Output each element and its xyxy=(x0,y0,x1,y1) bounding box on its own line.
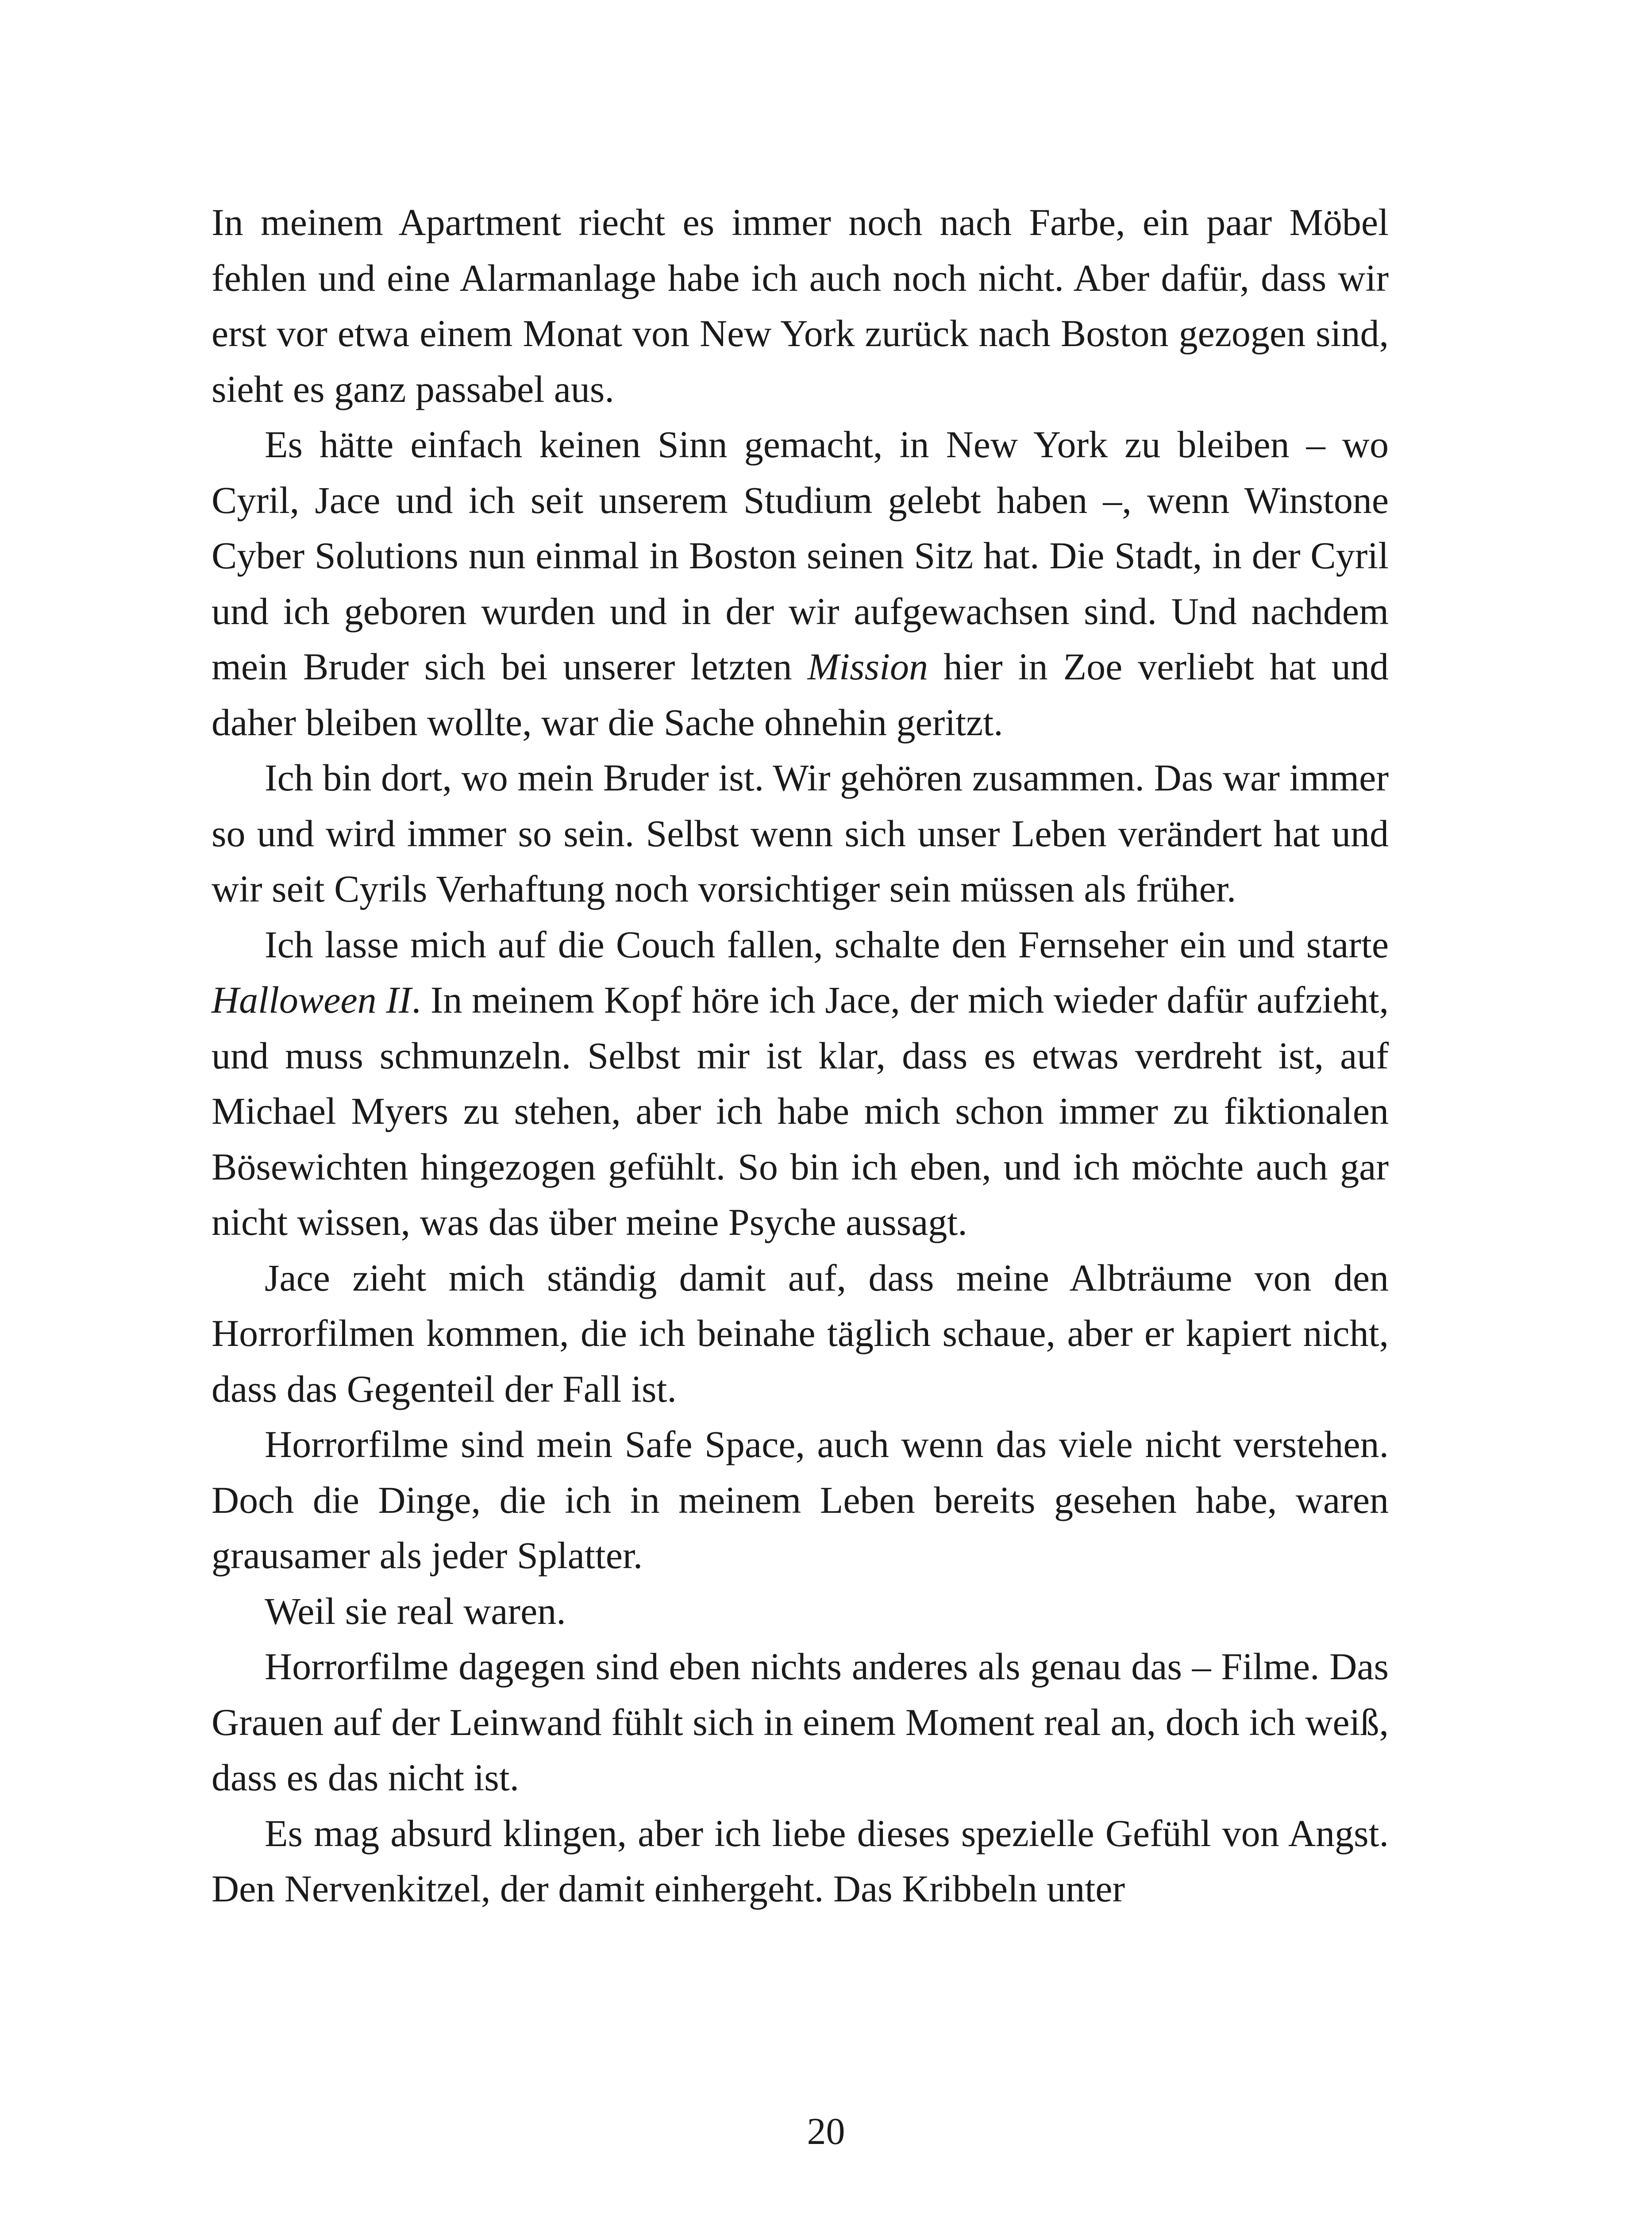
text-run: Weil sie real waren. xyxy=(265,1589,566,1632)
paragraph xyxy=(212,1417,1389,1584)
text-run: Es hätte einfach keinen Sinn gemacht, in New York zu bleiben – wo Cyril, Jace und ich seit unserem Studium gelebt haben –, wenn Winstone Cyber Solutions nun einmal in Boston seinen Sitz hat. Die Stadt, in der Cyril und ich geboren wurden und in der wir aufgewachsen sind. Und nachdem mein Bruder sich bei unserer letzten xyxy=(212,423,1389,688)
page-number: 20 xyxy=(807,2110,845,2152)
paragraph xyxy=(212,750,1389,917)
paragraph xyxy=(212,1806,1389,1917)
text-run: In meinem Apartment riecht es immer noch nach Farbe, ein paar Möbel fehlen und eine Alarmanlage habe ich auch noch nicht. Aber dafür, dass wir erst vor etwa einem Monat von New York zurück nach Boston gezogen sind, sieht es ganz passabel aus. xyxy=(212,201,1389,410)
text-run: Ich bin dort, wo mein Bruder ist. Wir gehören zusammen. Das war immer so und wird immer so sein. Selbst wenn sich unser Leben verändert hat und wir seit Cyrils Verhaftung noch vorsichtiger sein müssen als früher. xyxy=(212,756,1389,910)
italic-title: Mission xyxy=(807,645,928,688)
paragraph xyxy=(212,417,1389,750)
text-run: Jace zieht mich ständig damit auf, dass meine Albträume von den Horrorfilmen kommen, die ich beinahe täglich schaue, aber er kapiert nicht, dass das Gegenteil der Fall ist. xyxy=(212,1256,1389,1410)
text-run: Es mag absurd klingen, aber ich liebe dieses spezielle Gefühl von Angst. Den Nervenkitzel, der damit einhergeht. Das Kribbeln unter xyxy=(212,1812,1389,1910)
text-run: Ich lasse mich auf die Couch fallen, schalte den Fernseher ein und starte xyxy=(265,923,1389,966)
text-run: Horrorfilme dagegen sind eben nichts anderes als genau das – Filme. Das Grauen auf der Leinwand fühlt sich in einem Moment real an, doch ich weiß, dass es das nicht ist. xyxy=(212,1645,1389,1799)
italic-title: Halloween II xyxy=(212,979,412,1021)
paragraph xyxy=(212,1639,1389,1806)
text-run: hier in Zoe verliebt hat und daher bleiben wollte, war die Sache ohnehin geritzt. xyxy=(212,645,1389,744)
paragraph xyxy=(212,195,1389,417)
paragraph xyxy=(212,1250,1389,1417)
text-run: Horrorfilme sind mein Safe Space, auch wenn das viele nicht verstehen. Doch die Dinge, die ich in meinem Leben bereits gesehen habe, waren grausamer als jeder Splatter. xyxy=(212,1423,1389,1577)
text-run: . In meinem Kopf höre ich Jace, der mich wieder dafür aufzieht, und muss schmunzeln. Selbst mir ist klar, dass es etwas verdreht ist, auf Michael Myers zu stehen, aber ich habe mich schon immer zu fiktionalen Bösewichten hingezogen gefühlt. So bin ich eben, und ich möchte auch gar nicht wissen, was das über meine Psyche aussagt. xyxy=(212,979,1389,1243)
paragraph xyxy=(212,1584,1389,1639)
body-text xyxy=(212,195,1389,1917)
paragraph xyxy=(212,917,1389,1250)
